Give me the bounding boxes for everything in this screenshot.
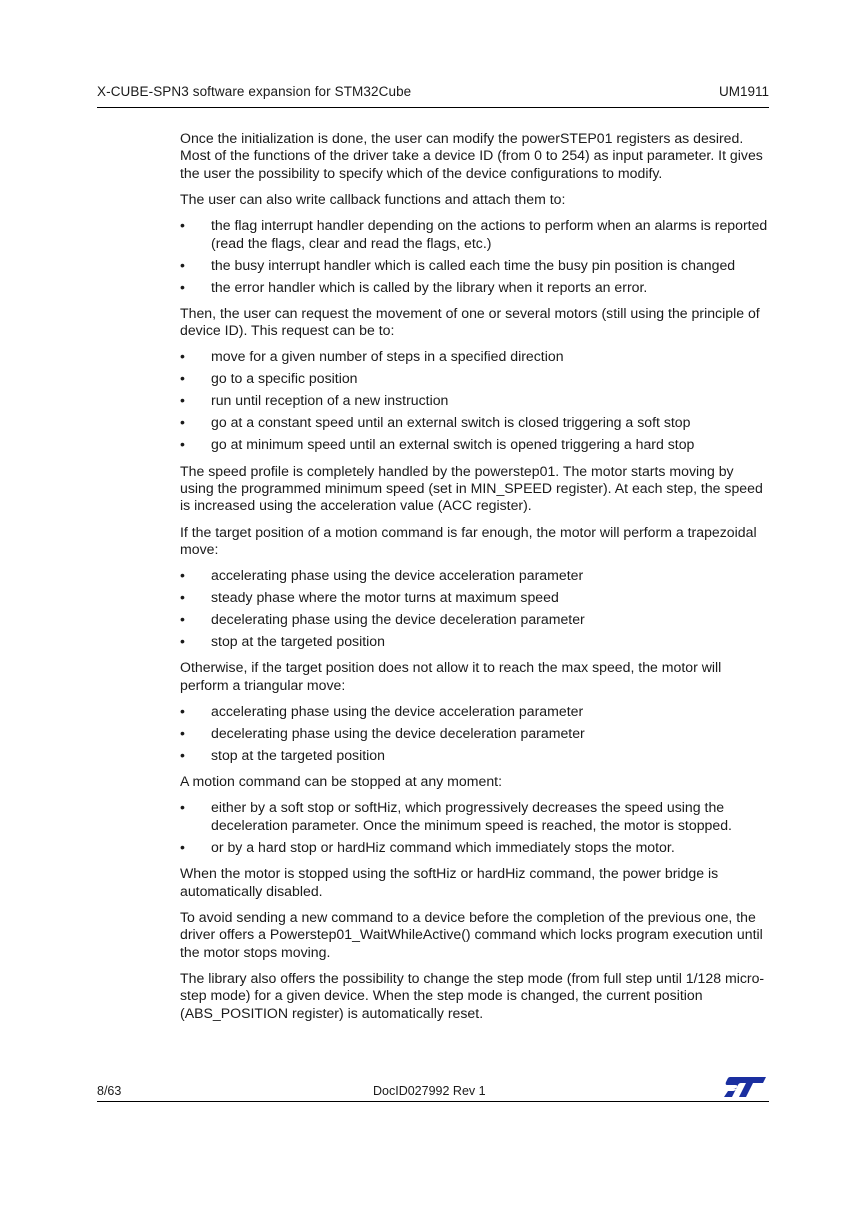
bullet-icon: • xyxy=(180,414,185,431)
bullet-list xyxy=(180,799,770,856)
bullet-icon: • xyxy=(180,436,185,453)
header-title: X-CUBE-SPN3 software expansion for STM32Cube xyxy=(97,84,412,99)
paragraph: Then, the user can request the movement of one or several motors (still using the principle of device ID). This request can be to: xyxy=(180,304,760,339)
paragraph: When the motor is stopped using the softHiz or hardHiz command, the power bridge is automatically disabled. xyxy=(180,865,719,899)
list-item-text: run until reception of a new instruction xyxy=(211,392,449,409)
bullet-icon: • xyxy=(180,567,185,584)
bullet-icon: • xyxy=(180,611,185,628)
list-item xyxy=(180,725,770,742)
bullet-list xyxy=(180,567,770,650)
list-item-text: stop at the targeted position xyxy=(211,633,385,650)
bullet-icon: • xyxy=(180,256,185,273)
bullet-list xyxy=(180,348,770,453)
list-item-text: the flag interrupt handler depending on the actions to perform when an alarms is reported (read the flags, clear and read the flags, etc.) xyxy=(211,217,768,251)
header-doc-code: UM1911 xyxy=(718,84,769,99)
paragraph: A motion command can be stopped at any moment: xyxy=(180,773,502,790)
paragraph: If the target position of a motion command is far enough, the motor will perform a trapezoidal move: xyxy=(180,523,757,558)
page-footer xyxy=(97,1084,769,1102)
list-item xyxy=(180,747,770,764)
list-item xyxy=(180,370,770,387)
bullet-icon: • xyxy=(180,703,185,720)
bullet-icon: • xyxy=(180,725,185,742)
bullet-icon: • xyxy=(180,747,185,764)
list-item xyxy=(180,436,770,453)
paragraph: The user can also write callback functions and attach them to: xyxy=(180,191,566,208)
list-item-text: go at minimum speed until an external switch is opened triggering a hard stop xyxy=(211,436,695,453)
list-item xyxy=(180,279,770,296)
bullet-icon: • xyxy=(180,370,185,387)
page-number: 8/63 xyxy=(97,1084,122,1098)
list-item xyxy=(180,392,770,409)
list-item xyxy=(180,348,770,365)
list-item-text: go at a constant speed until an external switch is closed triggering a soft stop xyxy=(211,414,691,431)
bullet-icon: • xyxy=(180,217,185,234)
paragraph: Once the initialization is done, the user can modify the powerSTEP01 registers as desired. Most of the functions of the driver take a device ID (from 0 to 254) as input parameter. It gives the user the possibility to specify which of the device configurations to modify. xyxy=(180,130,763,181)
list-item-text: stop at the targeted position xyxy=(211,747,385,764)
list-item xyxy=(180,799,770,834)
list-item-text: accelerating phase using the device acceleration parameter xyxy=(211,567,584,584)
list-item-text: the busy interrupt handler which is called each time the busy pin position is changed xyxy=(211,256,736,273)
bullet-icon: • xyxy=(180,633,185,650)
list-item-text: decelerating phase using the device deceleration parameter xyxy=(211,611,585,628)
list-item-text: decelerating phase using the device deceleration parameter xyxy=(211,725,585,742)
list-item-text: accelerating phase using the device acceleration parameter xyxy=(211,703,584,720)
bullet-icon: • xyxy=(180,278,185,295)
bullet-list xyxy=(180,217,770,296)
list-item-text: go to a specific position xyxy=(211,370,358,387)
list-item xyxy=(180,217,770,252)
st-logo-icon xyxy=(724,1075,768,1099)
header-divider xyxy=(97,107,769,108)
list-item-text: or by a hard stop or hardHiz command which immediately stops the motor. xyxy=(211,838,675,855)
page-header xyxy=(97,84,769,104)
bullet-icon: • xyxy=(180,392,185,409)
list-item xyxy=(180,703,770,720)
bullet-icon: • xyxy=(180,589,185,606)
document-body xyxy=(180,130,770,1031)
bullet-list xyxy=(180,703,770,764)
list-item xyxy=(180,257,770,274)
paragraph: Otherwise, if the target position does not allow it to reach the max speed, the motor will perform a triangular move: xyxy=(180,659,722,693)
list-item-text: the error handler which is called by the library when it reports an error. xyxy=(211,278,648,295)
paragraph: To avoid sending a new command to a device before the completion of the previous one, the driver offers a Powerstep01_WaitWhileActive() command which locks program execution until the motor stops moving. xyxy=(180,908,763,960)
paragraph: The speed profile is completely handled by the powerstep01. The motor starts moving by using the programmed minimum speed (set in MIN_SPEED register). At each step, the speed is increased using the acceleration value (ACC register). xyxy=(180,462,763,514)
bullet-icon: • xyxy=(180,348,185,365)
paragraph: The library also offers the possibility to change the step mode (from full step until 1/128 micro-step mode) for a given device. When the step mode is changed, the current position (ABS_POSITION register) is automatically reset. xyxy=(180,969,765,1021)
list-item xyxy=(180,611,770,628)
doc-id: DocID027992 Rev 1 xyxy=(373,1084,486,1098)
list-item xyxy=(180,589,770,606)
list-item-text: either by a soft stop or softHiz, which progressively decreases the speed using the deceleration parameter. Once the minimum speed is reached, the motor is stopped. xyxy=(211,799,732,833)
bullet-icon: • xyxy=(180,799,185,816)
footer-divider xyxy=(97,1101,769,1102)
list-item xyxy=(180,839,770,856)
bullet-icon: • xyxy=(180,838,185,855)
list-item xyxy=(180,567,770,584)
list-item-text: steady phase where the motor turns at maximum speed xyxy=(211,589,559,606)
list-item xyxy=(180,633,770,650)
list-item xyxy=(180,414,770,431)
list-item-text: move for a given number of steps in a specified direction xyxy=(211,348,564,365)
